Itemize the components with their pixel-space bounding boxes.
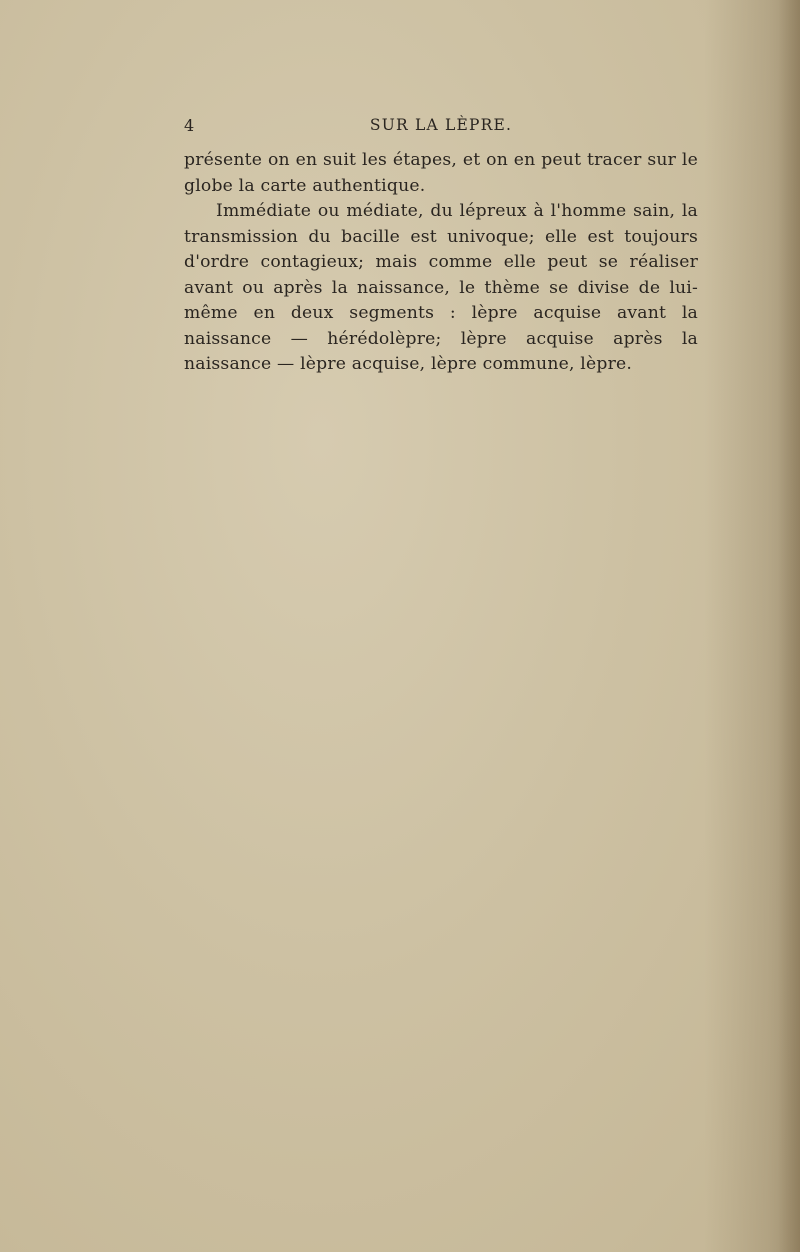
page-header	[184, 116, 698, 140]
running-title: SUR LA LÈPRE.	[369, 116, 513, 134]
paragraph-transmission: Immédiate ou médiate, du lépreux à l'homme sain, la transmission du bacille est univoque; elle est toujours d'ordre contagieux; mais comme elle peut se réaliser avant ou après la naissance, le thème se divise de lui-même en deux segments : lèpre acquise avant la naissance — hérédolèpre; lèpre acquise après la naissance — lèpre acquise, lèpre commune, lèpre.	[184, 201, 698, 374]
page-number: 4	[184, 116, 195, 135]
body-text	[184, 148, 698, 378]
paragraph-continuation: présente on en suit les étapes, et on en peut tracer sur le globe la carte authentique.	[184, 150, 698, 196]
page-spine-shadow	[778, 0, 800, 1252]
